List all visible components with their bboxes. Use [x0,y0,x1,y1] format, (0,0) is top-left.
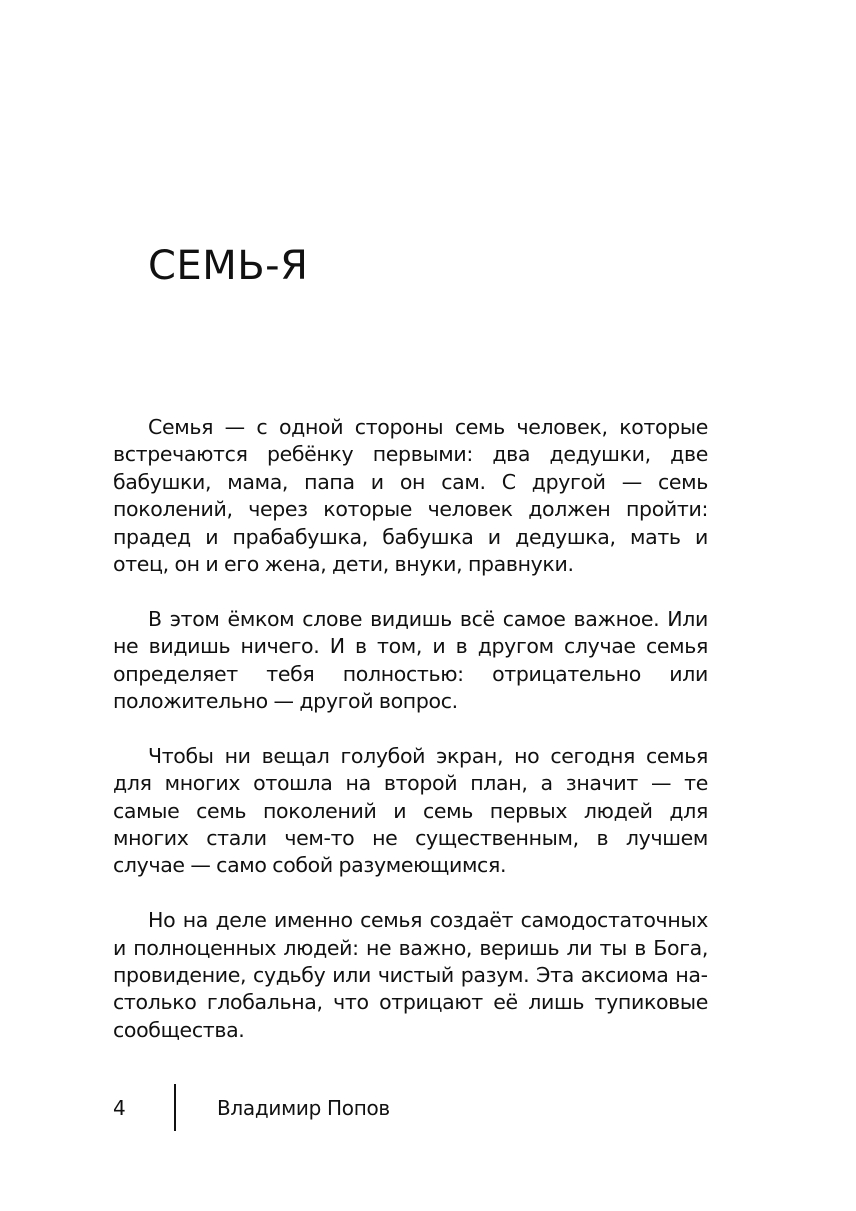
paragraph: Но на деле именно семья создаёт самодостаточных и полноценных людей: не важно, веришь ли ты в Бога, провидение, судьбу или чистый разум. Эта аксиома настолько глобальна, что отрицают её лишь тупиковые сообщества. [113,908,708,1042]
paragraph: В этом ёмком слове видишь всё самое важное. Или не видишь ничего. И в том, и в другом случае семья определяет тебя полностью: отрицательно или положительно — другой вопрос. [113,606,708,714]
footer-author: Владимир Попов [217,1096,390,1120]
body-text [113,414,708,1044]
paragraph: Чтобы ни вещал голубой экран, но сегодня семья для многих отошла на второй план, а значит — те самые семь поколений и семь первых людей для многих стали чем-то не существенным, в лучшем случае — само собой разумеющимся. [113,743,708,878]
page-number: 4 [113,1096,126,1120]
paragraph: Семья — с одной стороны семь человек, которые встречаются ребёнку первыми: два дедушки, две бабушки, мама, папа и он сам. С другой — семь поколений, через которые человек должен пройти: прадед и прабабушка, бабушка и дедушка, мать и отец, он и его жена, дети, внуки, правнуки. [113,415,708,577]
footer-divider [174,1084,176,1131]
page-footer [0,1084,856,1132]
chapter-title: СЕМЬ-Я [148,243,309,289]
